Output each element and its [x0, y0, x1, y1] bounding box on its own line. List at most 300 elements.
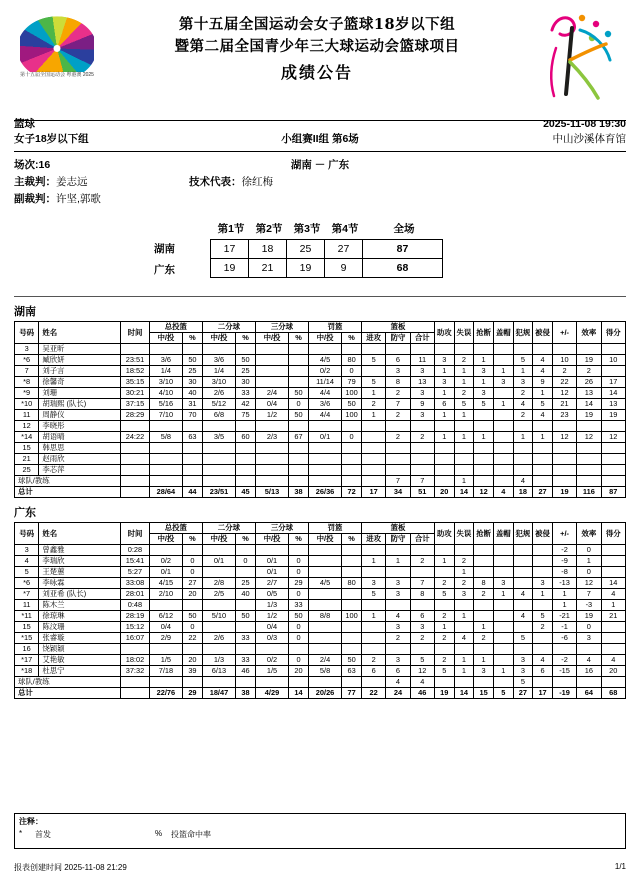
player-blk: [493, 388, 513, 399]
match-teams: 湖南 － 广东: [290, 159, 350, 171]
player-eff: [577, 344, 601, 355]
player-minutes: 28:29: [121, 410, 150, 421]
total-label: 总计: [15, 487, 121, 498]
player-blk: [493, 633, 513, 644]
player-dreb: [386, 454, 410, 465]
q3-team2: 19: [287, 259, 325, 278]
player-ft: 4/4: [308, 388, 341, 399]
player-3p: [255, 454, 288, 465]
player-pfd: 1: [533, 589, 553, 600]
player-fg: 1/5: [149, 655, 182, 666]
player-3p: [255, 355, 288, 366]
player-oreb: [362, 567, 386, 578]
player-oreb: [362, 443, 386, 454]
coach-stl: [474, 476, 494, 487]
player-eff: 14: [577, 399, 601, 410]
boxscore-table: [14, 522, 626, 699]
player-minutes: 15:41: [121, 556, 150, 567]
player-plusminus: -13: [552, 578, 576, 589]
player-ft: [308, 567, 341, 578]
player-treb: 5: [410, 655, 434, 666]
player-dreb: 3: [386, 366, 410, 377]
player-fg: [149, 600, 182, 611]
player-ft-pct: [342, 556, 362, 567]
player-name: 陈木兰: [39, 600, 121, 611]
player-fg-pct: 22: [182, 633, 202, 644]
player-ft-pct: 50: [342, 655, 362, 666]
subcol-8: 进攻: [362, 333, 386, 344]
quarter-header-4: 第4节: [331, 223, 359, 235]
player-2p: 2/8: [202, 578, 235, 589]
player-fg-pct: 27: [182, 578, 202, 589]
player-pts: 10: [601, 355, 625, 366]
total-team1: 87: [363, 240, 443, 259]
player-number: *15: [15, 633, 39, 644]
col-plusminus: +/-: [552, 322, 576, 344]
player-pts: 20: [601, 666, 625, 677]
player-treb: 2: [410, 556, 434, 567]
player-number: 15: [15, 622, 39, 633]
coach-blk: [493, 677, 513, 688]
total-plusminus: 19: [552, 487, 576, 498]
player-3p: [255, 377, 288, 388]
player-ast: [434, 545, 454, 556]
player-minutes: 33:08: [121, 578, 150, 589]
col-3p: 三分球: [255, 322, 308, 333]
col-12: 犯规: [513, 523, 533, 545]
player-to: [454, 454, 474, 465]
col-9: 失误: [454, 322, 474, 344]
subcol-5: %: [289, 333, 309, 344]
player-fg-pct: [182, 443, 202, 454]
player-ft-pct: [342, 465, 362, 476]
player-stl: 3: [474, 388, 494, 399]
player-minutes: 5:27: [121, 567, 150, 578]
total-fg-pct: 44: [182, 487, 202, 498]
player-2p: [202, 443, 235, 454]
title-line-2: 暨第二届全国青少年三大球运动会篮球项目: [174, 38, 460, 55]
player-eff: 13: [577, 388, 601, 399]
player-name: 曾鑫雅: [39, 545, 121, 556]
player-pfd: 5: [533, 611, 553, 622]
player-stl: 3: [474, 666, 494, 677]
table-row: [15, 443, 626, 454]
team-1-boxscore: [14, 321, 626, 498]
player-ft-pct: [342, 600, 362, 611]
player-dreb: 7: [386, 399, 410, 410]
player-3p-pct: 67: [289, 432, 309, 443]
info-bar: [14, 117, 626, 147]
player-fg-pct: 50: [182, 355, 202, 366]
col-plusminus: +/-: [552, 523, 576, 545]
quarter-header-total: 全场: [393, 223, 415, 235]
player-blk: [493, 655, 513, 666]
created-time: 报表创建时间 2025-11-08 21:29: [14, 863, 127, 872]
player-fg: 2/10: [149, 589, 182, 600]
player-treb: [410, 567, 434, 578]
player-fg: [149, 545, 182, 556]
player-3p-pct: [289, 421, 309, 432]
player-2p: 3/6: [202, 355, 235, 366]
player-ast: 1: [434, 622, 454, 633]
coach-blank-4: [236, 677, 256, 688]
player-plusminus: -21: [552, 611, 576, 622]
player-pfd: 1: [533, 432, 553, 443]
legend-box: [14, 813, 626, 849]
player-pts: 4: [601, 655, 625, 666]
player-pfd: 2: [533, 622, 553, 633]
player-2p-pct: [236, 567, 256, 578]
player-pf: [513, 454, 533, 465]
subcol-3: %: [236, 534, 256, 545]
col-8: 助攻: [434, 523, 454, 545]
player-2p-pct: 30: [236, 377, 256, 388]
player-ast: [434, 600, 454, 611]
player-stl: 1: [474, 377, 494, 388]
player-pf: [513, 443, 533, 454]
col-reb: 篮板: [362, 322, 435, 333]
player-pfd: [533, 454, 553, 465]
player-pts: [601, 454, 625, 465]
player-pts: 21: [601, 611, 625, 622]
player-fg: 0/1: [149, 567, 182, 578]
player-dreb: 6: [386, 355, 410, 366]
player-3p-pct: 0: [289, 589, 309, 600]
player-pfd: [533, 633, 553, 644]
player-3p: [255, 421, 288, 432]
player-ast: 1: [434, 432, 454, 443]
player-number: *8: [15, 377, 39, 388]
total-2p: 23/51: [202, 487, 235, 498]
player-pts: 17: [601, 377, 625, 388]
q4-team1: 27: [325, 240, 363, 259]
player-plusminus: [552, 454, 576, 465]
player-pf: [513, 567, 533, 578]
player-blk: [493, 410, 513, 421]
player-fg: 7/10: [149, 410, 182, 421]
player-to: [454, 465, 474, 476]
player-pts: 12: [601, 432, 625, 443]
coach-dreb: 7: [386, 476, 410, 487]
coach-blank-6: [289, 476, 309, 487]
player-plusminus: -2: [552, 545, 576, 556]
player-fg-pct: 0: [182, 622, 202, 633]
player-pf: 5: [513, 633, 533, 644]
q1-team2: 19: [211, 259, 249, 278]
player-dreb: [386, 443, 410, 454]
player-ft: [308, 454, 341, 465]
total-to: 14: [454, 688, 474, 699]
player-2p-pct: [236, 421, 256, 432]
player-eff: 19: [577, 355, 601, 366]
player-minutes: [121, 344, 150, 355]
player-eff: 0: [577, 622, 601, 633]
player-oreb: 2: [362, 655, 386, 666]
player-pf: 4: [513, 589, 533, 600]
col-8: 助攻: [434, 322, 454, 344]
col-2p: 二分球: [202, 322, 255, 333]
player-blk: 1: [493, 589, 513, 600]
player-blk: [493, 556, 513, 567]
player-stl: [474, 454, 494, 465]
player-oreb: 3: [362, 578, 386, 589]
player-ft: 5/8: [308, 666, 341, 677]
player-3p: [255, 644, 288, 655]
player-2p-pct: 33: [236, 633, 256, 644]
player-to: [454, 644, 474, 655]
player-ast: [434, 567, 454, 578]
player-pfd: [533, 344, 553, 355]
col-3p: 三分球: [255, 523, 308, 534]
quarter-header-3: 第3节: [293, 223, 321, 235]
player-blk: [493, 600, 513, 611]
player-eff: 0: [577, 567, 601, 578]
total-label: 总计: [15, 688, 121, 699]
player-3p-pct: 0: [289, 622, 309, 633]
player-3p-pct: 0: [289, 633, 309, 644]
total-blk: 4: [493, 487, 513, 498]
player-pf: [513, 465, 533, 476]
player-fg-pct: 39: [182, 666, 202, 677]
player-pf: [513, 622, 533, 633]
player-eff: -3: [577, 600, 601, 611]
coach-label: 球队/教练: [15, 476, 121, 487]
player-pf: 5: [513, 355, 533, 366]
col-no: 号码: [15, 523, 39, 545]
player-2p: [202, 465, 235, 476]
player-minutes: 24:22: [121, 432, 150, 443]
player-to: 2: [454, 388, 474, 399]
player-2p: [202, 644, 235, 655]
boxscore-header-row: [15, 322, 626, 333]
col-11: 盖帽: [493, 523, 513, 545]
q1-team1: 17: [211, 240, 249, 259]
player-name: 陈汶珊: [39, 622, 121, 633]
table-row: [15, 465, 626, 476]
player-minutes: 35:15: [121, 377, 150, 388]
emblem-icon: [536, 8, 624, 104]
player-plusminus: 12: [552, 432, 576, 443]
col-13: 被侵: [533, 523, 553, 545]
player-pfd: 3: [533, 578, 553, 589]
subcol-5: %: [289, 534, 309, 545]
player-ft: 11/14: [308, 377, 341, 388]
player-fg-pct: [182, 600, 202, 611]
player-3p-pct: 50: [289, 611, 309, 622]
logo-burst-icon: [20, 10, 94, 72]
player-dreb: 2: [386, 432, 410, 443]
total-time: [121, 487, 150, 498]
total-ft-pct: 72: [342, 487, 362, 498]
quarter-row-2: [211, 259, 443, 278]
player-3p-pct: 50: [289, 388, 309, 399]
subcol-6: 中/投: [308, 333, 341, 344]
match-meta: [14, 157, 626, 219]
total-treb: 46: [410, 688, 434, 699]
player-plusminus: [552, 644, 576, 655]
player-minutes: 37:15: [121, 399, 150, 410]
player-3p-pct: 0: [289, 567, 309, 578]
player-3p-pct: [289, 366, 309, 377]
table-row: [15, 545, 626, 556]
player-number: *18: [15, 666, 39, 677]
coach-oreb: [362, 677, 386, 688]
player-minutes: 28:19: [121, 611, 150, 622]
player-pts: 14: [601, 578, 625, 589]
player-ft-pct: [342, 567, 362, 578]
player-dreb: 2: [386, 388, 410, 399]
subcol-6: 中/投: [308, 534, 341, 545]
player-fg-pct: 30: [182, 377, 202, 388]
player-dreb: 3: [386, 578, 410, 589]
player-plusminus: -1: [552, 622, 576, 633]
player-to: [454, 443, 474, 454]
player-pfd: 1: [533, 388, 553, 399]
player-fg: 4/15: [149, 578, 182, 589]
player-ft-pct: 100: [342, 388, 362, 399]
total-2p-pct: 38: [236, 688, 256, 699]
player-stl: [474, 421, 494, 432]
player-2p-pct: 0: [236, 556, 256, 567]
player-eff: 12: [577, 578, 601, 589]
player-minutes: 28:01: [121, 589, 150, 600]
player-pf: 4: [513, 399, 533, 410]
player-pfd: [533, 567, 553, 578]
q3-team1: 25: [287, 240, 325, 259]
player-ft-pct: [342, 644, 362, 655]
player-pf: [513, 421, 533, 432]
venue-label: 中山沙溪体育馆: [552, 133, 626, 145]
quarter-header-1: 第1节: [217, 223, 245, 235]
table-row: [15, 421, 626, 432]
player-treb: 3: [410, 388, 434, 399]
team-2-name: 广东: [14, 507, 36, 519]
player-pfd: [533, 545, 553, 556]
player-blk: [493, 355, 513, 366]
player-3p-pct: [289, 644, 309, 655]
team-2-boxscore: [14, 522, 626, 699]
coach-blank-7: [308, 476, 341, 487]
total-2p: 18/47: [202, 688, 235, 699]
player-number: 5: [15, 567, 39, 578]
quarter-headers: [212, 221, 444, 236]
player-pf: [513, 600, 533, 611]
player-minutes: 0:48: [121, 600, 150, 611]
player-minutes: 15:12: [121, 622, 150, 633]
player-oreb: [362, 644, 386, 655]
player-pts: 19: [601, 410, 625, 421]
coach-blank-0: [121, 476, 150, 487]
player-fg: 0/4: [149, 622, 182, 633]
total-oreb: 22: [362, 688, 386, 699]
player-pf: [513, 578, 533, 589]
meta-row-1: [14, 157, 626, 174]
player-3p-pct: [289, 344, 309, 355]
player-ast: 1: [434, 410, 454, 421]
player-pfd: 4: [533, 410, 553, 421]
total-3p-pct: 38: [289, 487, 309, 498]
player-oreb: [362, 633, 386, 644]
player-oreb: 5: [362, 377, 386, 388]
player-eff: 7: [577, 589, 601, 600]
player-ast: [434, 421, 454, 432]
player-eff: 26: [577, 377, 601, 388]
player-oreb: [362, 366, 386, 377]
player-to: 2: [454, 578, 474, 589]
player-fg: [149, 344, 182, 355]
player-oreb: 1: [362, 556, 386, 567]
total-pfd: 17: [533, 688, 553, 699]
player-dreb: [386, 545, 410, 556]
player-oreb: 1: [362, 410, 386, 421]
player-minutes: 37:32: [121, 666, 150, 677]
player-oreb: 1: [362, 611, 386, 622]
player-pf: 3: [513, 666, 533, 677]
player-pts: [601, 366, 625, 377]
player-treb: [410, 465, 434, 476]
player-2p: [202, 454, 235, 465]
subcol-9: 防守: [386, 333, 410, 344]
player-ft-pct: [342, 454, 362, 465]
player-fg: [149, 644, 182, 655]
player-fg-pct: [182, 644, 202, 655]
player-eff: 19: [577, 611, 601, 622]
player-2p-pct: [236, 465, 256, 476]
col-pts: 得分: [601, 523, 625, 545]
player-fg: 2/9: [149, 633, 182, 644]
player-dreb: 6: [386, 666, 410, 677]
player-ft: 4/5: [308, 355, 341, 366]
table-row: [15, 655, 626, 666]
player-blk: [493, 622, 513, 633]
player-oreb: [362, 344, 386, 355]
player-eff: 4: [577, 655, 601, 666]
player-blk: [493, 644, 513, 655]
player-2p: [202, 344, 235, 355]
subcol-10: 合计: [410, 534, 434, 545]
col-eff: 效率: [577, 322, 601, 344]
player-fg: 5/8: [149, 432, 182, 443]
player-fg: [149, 465, 182, 476]
player-2p: 3/10: [202, 377, 235, 388]
player-ast: 5: [434, 666, 454, 677]
quarter-score-block: [14, 221, 626, 293]
coach-eff: [577, 677, 601, 688]
table-row: [15, 644, 626, 655]
boxscore-header-row: [15, 523, 626, 534]
player-ast: 2: [434, 655, 454, 666]
player-minutes: 16:07: [121, 633, 150, 644]
player-name: 张睿璇: [39, 633, 121, 644]
player-pts: 4: [601, 589, 625, 600]
player-number: 16: [15, 644, 39, 655]
coach-pfd: [533, 476, 553, 487]
player-minutes: 30:21: [121, 388, 150, 399]
col-time: 时间: [121, 523, 150, 545]
player-3p-pct: [289, 465, 309, 476]
player-eff: 16: [577, 666, 601, 677]
player-3p: 1/2: [255, 410, 288, 421]
total-dreb: 24: [386, 688, 410, 699]
player-pfd: [533, 556, 553, 567]
player-eff: 0: [577, 545, 601, 556]
player-2p: 2/6: [202, 388, 235, 399]
total-treb: 51: [410, 487, 434, 498]
player-number: 21: [15, 454, 39, 465]
player-eff: 3: [577, 633, 601, 644]
player-oreb: [362, 600, 386, 611]
page-title: 成绩公告: [280, 63, 353, 82]
